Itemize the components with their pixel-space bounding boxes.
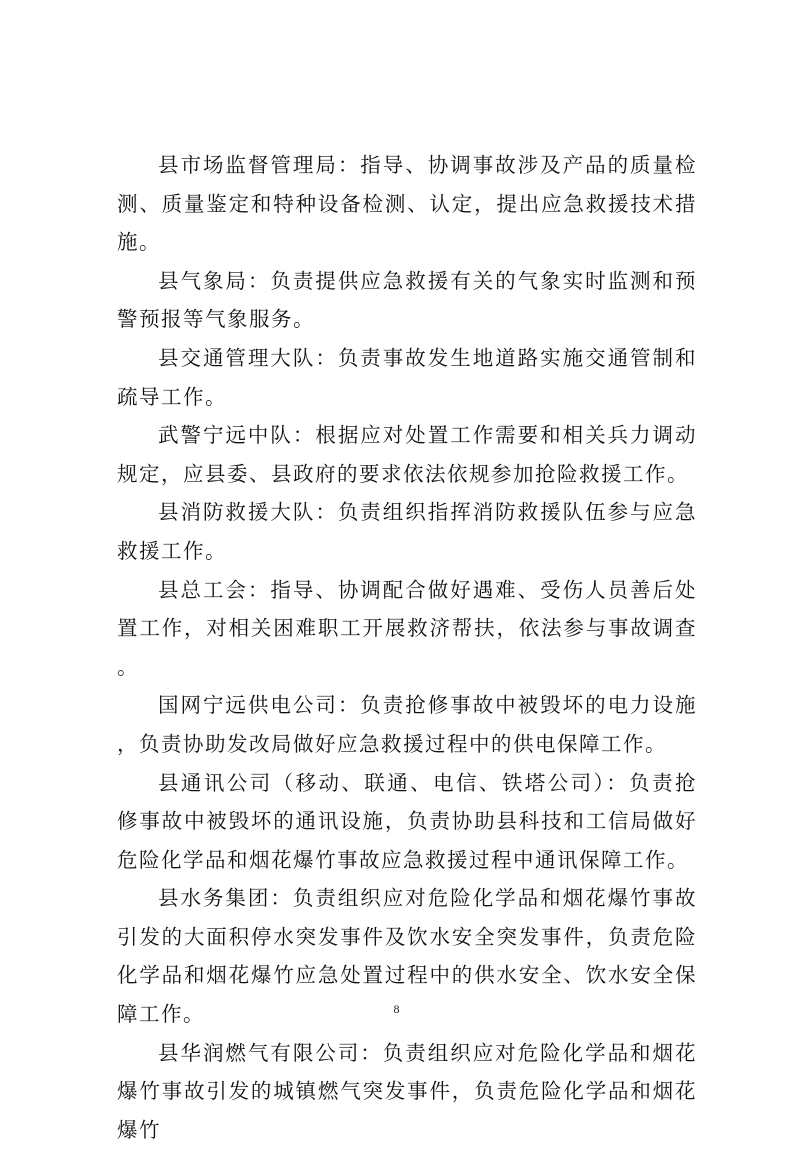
paragraph-armed-police: 武警宁远中队：根据应对处置工作需要和相关兵力调动规定，应县委、县政府的要求依法依规参加抢险救援工作。	[117, 423, 697, 486]
paragraph-trade-union: 县总工会：指导、协调配合做好遇难、受伤人员善后处置工作，对相关困难职工开展救济帮扶，依法参与事故调查。	[117, 577, 697, 679]
paragraph-telecom: 县通讯公司（移动、联通、电信、铁塔公司）：负责抢修事故中被毁坏的通讯设施，负责协助县科技和工信局做好危险化学品和烟花爆竹事故应急救援过程中通讯保障工作。	[117, 770, 697, 872]
paragraph-market-supervision: 县市场监督管理局：指导、协调事故涉及产品的质量检测、质量鉴定和特种设备检测、认定，提出应急救援技术措施。	[117, 153, 697, 255]
paragraph-gas-company: 县华润燃气有限公司：负责组织应对危险化学品和烟花爆竹事故引发的城镇燃气突发事件，负责危险化学品和烟花爆竹	[117, 1040, 697, 1142]
page-number: 8	[393, 1002, 400, 1016]
paragraph-power-supply: 国网宁远供电公司：负责抢修事故中被毁坏的电力设施，负责协助发改局做好应急救援过程中的供电保障工作。	[117, 693, 697, 756]
paragraph-water-group: 县水务集团：负责组织应对危险化学品和烟花爆竹事故引发的大面积停水突发事件及饮水安全突发事件，负责危险化学品和烟花爆竹应急处置过程中的供水安全、饮水安全保障工作。	[117, 886, 697, 1027]
paragraph-meteorological-bureau: 县气象局：负责提供应急救援有关的气象实时监测和预警预报等气象服务。	[117, 268, 697, 332]
paragraph-fire-rescue: 县消防救援大队：负责组织指挥消防救援队伍参与应急救援工作。	[117, 500, 697, 563]
document-body	[117, 146, 697, 1149]
paragraph-traffic-brigade: 县交通管理大队：负责事故发生地道路实施交通管制和疏导工作。	[117, 345, 697, 409]
